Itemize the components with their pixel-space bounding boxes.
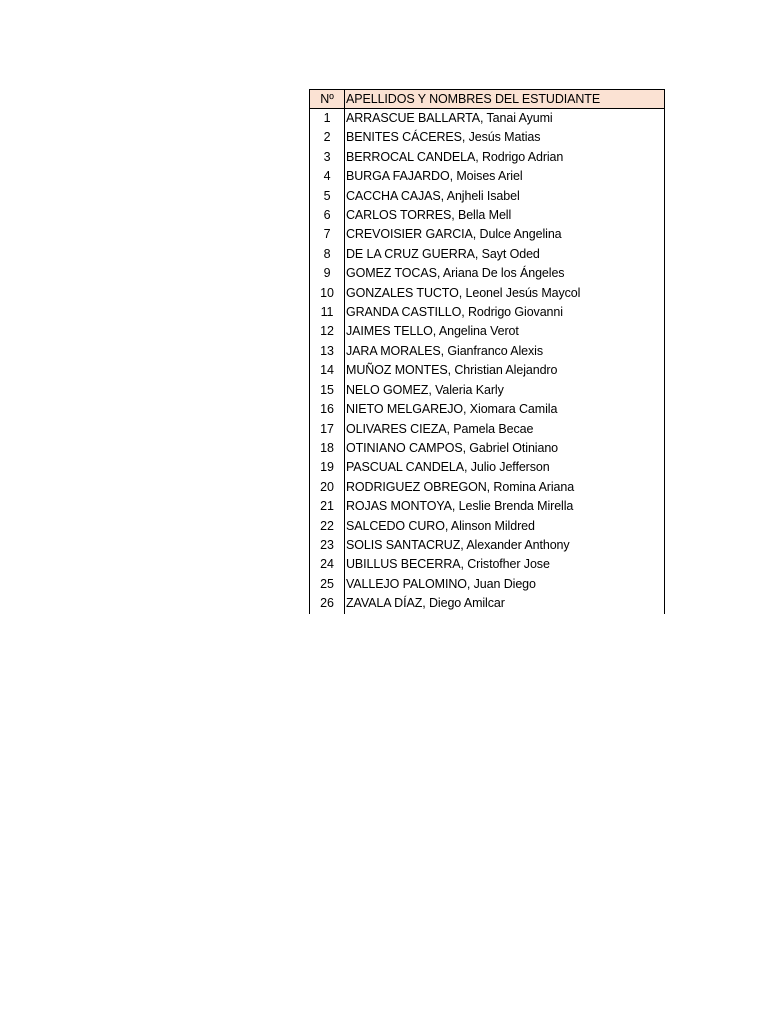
row-number-cell: 10 bbox=[310, 284, 345, 303]
table-row bbox=[310, 187, 665, 206]
table-row bbox=[310, 225, 665, 244]
table-row bbox=[310, 109, 665, 129]
student-name-cell: GOMEZ TOCAS, Ariana De los Ángeles bbox=[345, 264, 665, 283]
row-number-cell: 5 bbox=[310, 187, 345, 206]
student-name-cell: BURGA FAJARDO, Moises Ariel bbox=[345, 167, 665, 186]
student-name-cell: RODRIGUEZ OBREGON, Romina Ariana bbox=[345, 478, 665, 497]
row-number-cell: 8 bbox=[310, 245, 345, 264]
student-name-cell: CARLOS TORRES, Bella Mell bbox=[345, 206, 665, 225]
table-row bbox=[310, 284, 665, 303]
student-name-cell: GONZALES TUCTO, Leonel Jesús Maycol bbox=[345, 284, 665, 303]
table-row bbox=[310, 128, 665, 147]
student-name-cell: JAIMES TELLO, Angelina Verot bbox=[345, 322, 665, 341]
row-number-cell: 2 bbox=[310, 128, 345, 147]
table-row bbox=[310, 478, 665, 497]
student-name-cell: BERROCAL CANDELA, Rodrigo Adrian bbox=[345, 148, 665, 167]
row-number-cell: 1 bbox=[310, 109, 345, 129]
table-row bbox=[310, 206, 665, 225]
table-row bbox=[310, 517, 665, 536]
table-row bbox=[310, 264, 665, 283]
table-row bbox=[310, 497, 665, 516]
table-row bbox=[310, 420, 665, 439]
table-header-row bbox=[310, 90, 665, 109]
table-row bbox=[310, 342, 665, 361]
table-row bbox=[310, 303, 665, 322]
table-row bbox=[310, 400, 665, 419]
row-number-cell: 9 bbox=[310, 264, 345, 283]
row-number-cell: 17 bbox=[310, 420, 345, 439]
student-name-cell: ARRASCUE BALLARTA, Tanai Ayumi bbox=[345, 109, 665, 129]
table-row bbox=[310, 575, 665, 594]
row-number-cell: 23 bbox=[310, 536, 345, 555]
table-row bbox=[310, 439, 665, 458]
row-number-cell: 12 bbox=[310, 322, 345, 341]
student-name-cell: OLIVARES CIEZA, Pamela Becae bbox=[345, 420, 665, 439]
row-number-cell: 15 bbox=[310, 381, 345, 400]
student-name-cell: ZAVALA DÍAZ, Diego Amilcar bbox=[345, 594, 665, 613]
student-name-cell: JARA MORALES, Gianfranco Alexis bbox=[345, 342, 665, 361]
row-number-cell: 16 bbox=[310, 400, 345, 419]
table-row bbox=[310, 361, 665, 380]
table-row bbox=[310, 555, 665, 574]
row-number-cell: 7 bbox=[310, 225, 345, 244]
student-name-cell: BENITES CÁCERES, Jesús Matias bbox=[345, 128, 665, 147]
table-row bbox=[310, 167, 665, 186]
row-number-cell: 13 bbox=[310, 342, 345, 361]
row-number-cell: 21 bbox=[310, 497, 345, 516]
row-number-cell: 4 bbox=[310, 167, 345, 186]
student-name-cell: MUÑOZ MONTES, Christian Alejandro bbox=[345, 361, 665, 380]
student-name-cell: CACCHA CAJAS, Anjheli Isabel bbox=[345, 187, 665, 206]
row-number-cell: 22 bbox=[310, 517, 345, 536]
student-name-cell: VALLEJO PALOMINO, Juan Diego bbox=[345, 575, 665, 594]
table-row bbox=[310, 322, 665, 341]
row-number-cell: 19 bbox=[310, 458, 345, 477]
table-header bbox=[310, 90, 665, 109]
student-name-cell: SALCEDO CURO, Alinson Mildred bbox=[345, 517, 665, 536]
student-name-cell: ROJAS MONTOYA, Leslie Brenda Mirella bbox=[345, 497, 665, 516]
student-name-cell: SOLIS SANTACRUZ, Alexander Anthony bbox=[345, 536, 665, 555]
student-name-cell: GRANDA CASTILLO, Rodrigo Giovanni bbox=[345, 303, 665, 322]
table-row bbox=[310, 245, 665, 264]
row-number-cell: 26 bbox=[310, 594, 345, 613]
table-row bbox=[310, 458, 665, 477]
column-header-student-name: APELLIDOS Y NOMBRES DEL ESTUDIANTE bbox=[345, 90, 665, 109]
student-name-cell: UBILLUS BECERRA, Cristofher Jose bbox=[345, 555, 665, 574]
student-name-cell: CREVOISIER GARCIA, Dulce Angelina bbox=[345, 225, 665, 244]
table-row bbox=[310, 536, 665, 555]
student-name-cell: DE LA CRUZ GUERRA, Sayt Oded bbox=[345, 245, 665, 264]
student-name-cell: PASCUAL CANDELA, Julio Jefferson bbox=[345, 458, 665, 477]
row-number-cell: 18 bbox=[310, 439, 345, 458]
table-row bbox=[310, 148, 665, 167]
row-number-cell: 6 bbox=[310, 206, 345, 225]
row-number-cell: 3 bbox=[310, 148, 345, 167]
row-number-cell: 24 bbox=[310, 555, 345, 574]
table-body bbox=[310, 109, 665, 614]
row-number-cell: 25 bbox=[310, 575, 345, 594]
student-name-cell: OTINIANO CAMPOS, Gabriel Otiniano bbox=[345, 439, 665, 458]
student-list-table bbox=[309, 89, 665, 614]
table-row bbox=[310, 381, 665, 400]
table-row bbox=[310, 594, 665, 613]
student-name-cell: NELO GOMEZ, Valeria Karly bbox=[345, 381, 665, 400]
column-header-number: Nº bbox=[310, 90, 345, 109]
student-name-cell: NIETO MELGAREJO, Xiomara Camila bbox=[345, 400, 665, 419]
row-number-cell: 11 bbox=[310, 303, 345, 322]
row-number-cell: 20 bbox=[310, 478, 345, 497]
row-number-cell: 14 bbox=[310, 361, 345, 380]
